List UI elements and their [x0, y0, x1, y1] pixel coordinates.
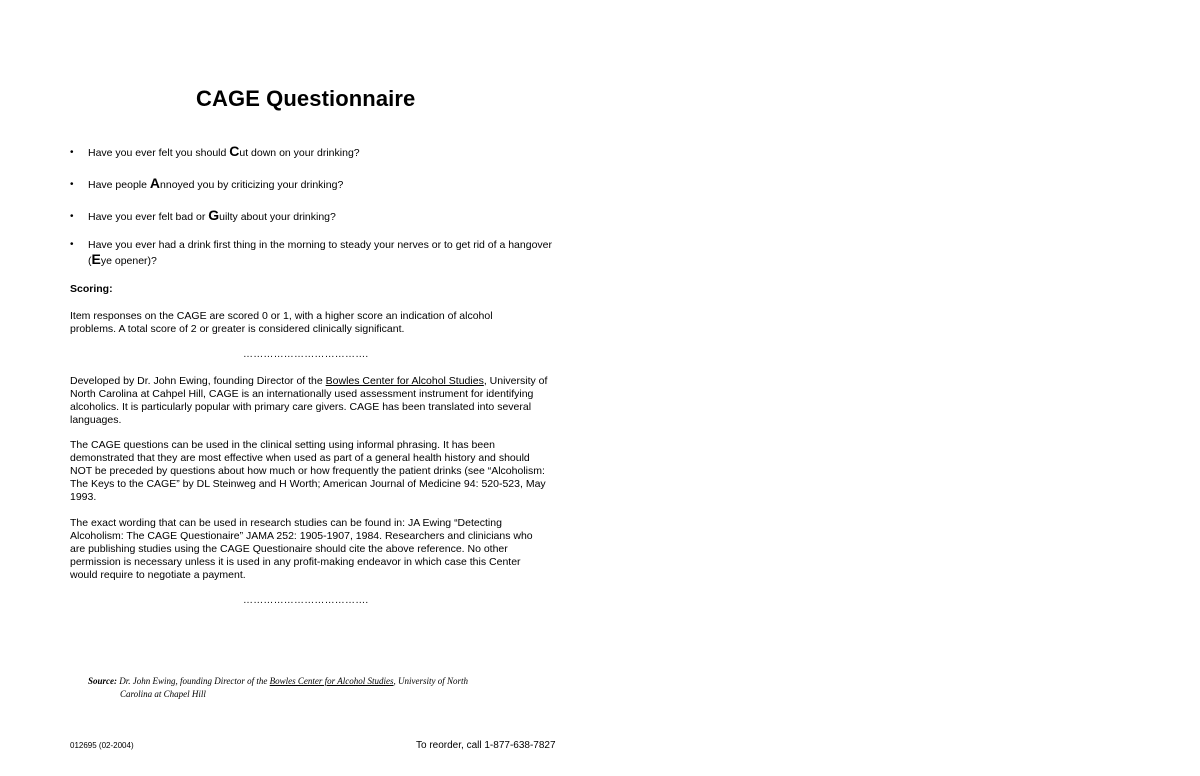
developed-paragraph [70, 375, 550, 427]
scoring-text: Item responses on the CAGE are scored 0 or 1, with a higher score an indication of alcohol problems. A total score of 2 or greater is considered clinically significant. [70, 310, 493, 335]
list-item [70, 145, 360, 161]
source-label: Source: [88, 676, 117, 686]
source-text-pre: Dr. John Ewing, founding Director of the [117, 676, 270, 686]
bullet-icon: • [70, 211, 74, 222]
list-item [70, 177, 343, 193]
question-text-post: ye opener)? [100, 255, 157, 267]
research-paragraph: The exact wording that can be used in research studies can be found in: JA Ewing “Detecting Alcoholism: The CAGE Questionaire” JAMA 252: 1905-1907, 1984. Researchers and clinicians who are publishing studies using the CAGE Questionaire should cite the above reference. No other permission is necessary unless it is used in any profit-making endeavor in which case this Center would require to negotiate a payment. [70, 517, 533, 581]
dotted-separator: ………………………………. [243, 595, 369, 606]
list-item [70, 209, 336, 225]
question-text-post: uilty about your drinking? [219, 211, 336, 223]
source-text-line2: Carolina at Chapel Hill [120, 689, 206, 699]
question-letter: C [229, 143, 240, 159]
question-text-post: ut down on your drinking? [239, 147, 360, 159]
question-text-pre: Have people [88, 179, 150, 191]
question-text-pre: Have you ever had a drink first thing in the morning to steady your nerves or to get rid of a hangover ( [88, 239, 553, 267]
source-note [88, 675, 518, 701]
dotted-separator: ………………………………. [243, 349, 369, 360]
question-text-post: nnoyed you by criticizing your drinking? [160, 179, 344, 191]
bullet-icon: • [70, 147, 74, 158]
developed-text-pre: Developed by Dr. John Ewing, founding Director of the [70, 375, 326, 387]
scoring-heading: Scoring: [70, 283, 113, 295]
question-letter: G [208, 207, 220, 223]
question-letter: A [149, 175, 161, 191]
developed-text-post: , University of North Carolina at Cahpel Hill, CAGE is an internationally used assessment instrument for identifying alcoholics. It is particularly popular with primary care givers. CAGE has been translated into several languages. [70, 375, 548, 426]
bowles-center-link[interactable]: Bowles Center for Alcohol Studies [325, 375, 484, 387]
list-item [70, 237, 558, 269]
question-text-pre: Have you ever felt bad or [88, 211, 209, 223]
source-text-post: , University of North [393, 676, 468, 686]
clinical-paragraph: The CAGE questions can be used in the clinical setting using informal phrasing. It has been demonstrated that they are most effective when used as part of a general health history and should NOT be preceded by questions about how much or how frequently the patient drinks (see “Alcoholism: The Keys to the CAGE” by DL Steinweg and H Worth; American Journal of Medicine 94: 520-523, May 1993. [70, 439, 546, 503]
reorder-text: To reorder, call 1-877-638-7827 [416, 740, 556, 751]
bullet-icon: • [70, 179, 74, 190]
page-title: CAGE Questionnaire [196, 86, 416, 111]
source-bowles-link[interactable]: Bowles Center for Alcohol Studies [269, 676, 394, 686]
question-text-pre: Have you ever felt you should [88, 147, 230, 159]
question-letter: E [91, 251, 101, 267]
bullet-icon: • [70, 239, 74, 250]
form-number: 012695 (02-2004) [70, 741, 134, 750]
